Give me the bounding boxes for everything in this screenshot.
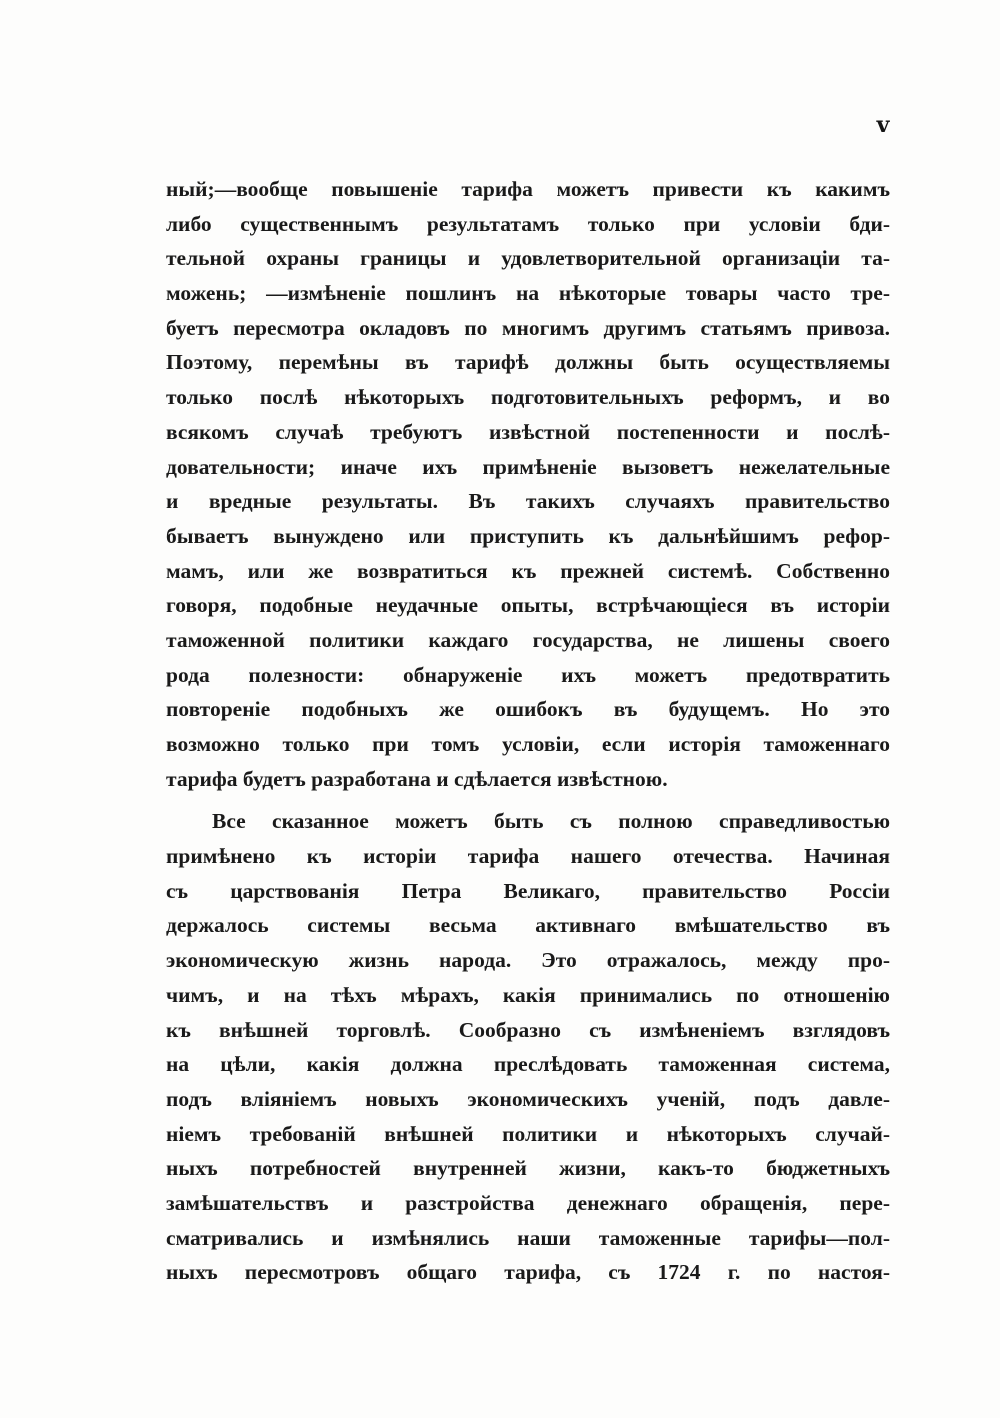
body-text — [166, 172, 890, 1290]
text-line: держалось системы весьма активнаго вмѣшательство въ — [166, 913, 890, 938]
text-line: ніемъ требованій внѣшней политики и нѣкоторыхъ случай- — [166, 1121, 890, 1146]
text-line: подъ вліяніемъ новыхъ экономическихъ ученій, подъ давле- — [166, 1086, 890, 1111]
text-line: Все сказанное можетъ быть съ полною справедливостью — [212, 809, 890, 834]
text-line: ныхъ пересмотровъ общаго тарифа, съ 1724 г. по настоя- — [166, 1260, 890, 1285]
text-line: ныхъ потребностей внутренней жизни, какъ-то бюджетныхъ — [166, 1156, 890, 1181]
text-line: возможно только при томъ условіи, если исторія таможеннаго — [166, 732, 890, 756]
text-line: рода полезности: обнаруженіе ихъ можетъ предотвратить — [166, 662, 890, 687]
page-number: v — [876, 112, 890, 138]
text-line: всякомъ случаѣ требуютъ извѣстной постепенности и послѣ- — [166, 419, 890, 444]
text-line: чимъ, и на тѣхъ мѣрахъ, какія принимались по отношенію — [166, 982, 890, 1007]
text-line: замѣшательствъ и разстройства денежнаго обращенія, пере- — [166, 1190, 890, 1215]
text-line: довательности; иначе ихъ примѣненіе вызоветъ нежелательные — [166, 454, 890, 479]
text-line: тарифа будетъ разработана и сдѣлается извѣстною. — [166, 766, 668, 791]
text-line: только послѣ нѣкоторыхъ подготовительныхъ реформъ, и во — [166, 385, 890, 410]
text-line: повтореніе подобныхъ же ошибокъ въ будущемъ. Но это — [166, 697, 890, 722]
text-line: таможенной политики каждаго государства, не лишены своего — [166, 627, 890, 652]
paragraph-gap — [166, 796, 890, 804]
text-line: бываетъ вынуждено или приступить къ дальнѣйшимъ рефор- — [166, 523, 890, 548]
text-line: буетъ пересмотра окладовъ по многимъ другимъ статьямъ привоза. — [166, 315, 890, 340]
text-line: ный;—вообще повышеніе тарифа можетъ привести къ какимъ — [166, 177, 890, 201]
paragraph-1 — [166, 172, 890, 796]
text-line: Поэтому, перемѣны въ тарифѣ должны быть осуществляемы — [166, 350, 890, 375]
text-line: на цѣли, какія должна преслѣдовать таможенная система, — [166, 1052, 890, 1077]
text-line: тельной охраны границы и удовлетворительной организаціи та- — [166, 246, 890, 271]
text-line: съ царствованія Петра Великаго, правительство Россіи — [166, 878, 890, 903]
text-line: можень; —измѣненіе пошлинъ на нѣкоторые товары часто тре- — [166, 281, 890, 306]
text-line: сматривались и измѣнялись наши таможенные тарифы—пол- — [166, 1225, 890, 1250]
text-line: экономическую жизнь народа. Это отражалось, между про- — [166, 948, 890, 973]
text-line: либо существеннымъ результатамъ только при условіи бди- — [166, 211, 890, 236]
text-line: къ внѣшней торговлѣ. Сообразно съ измѣненіемъ взглядовъ — [166, 1017, 890, 1042]
text-line: говоря, подобные неудачные опыты, встрѣчающіеся въ исторіи — [166, 593, 890, 618]
text-line: мамъ, или же возвратиться къ прежней системѣ. Собственно — [166, 558, 890, 583]
text-line: и вредные результаты. Въ такихъ случаяхъ правительство — [166, 489, 890, 514]
text-line: примѣнено къ исторіи тарифа нашего отечества. Начиная — [166, 844, 890, 869]
paragraph-2 — [166, 804, 890, 1290]
